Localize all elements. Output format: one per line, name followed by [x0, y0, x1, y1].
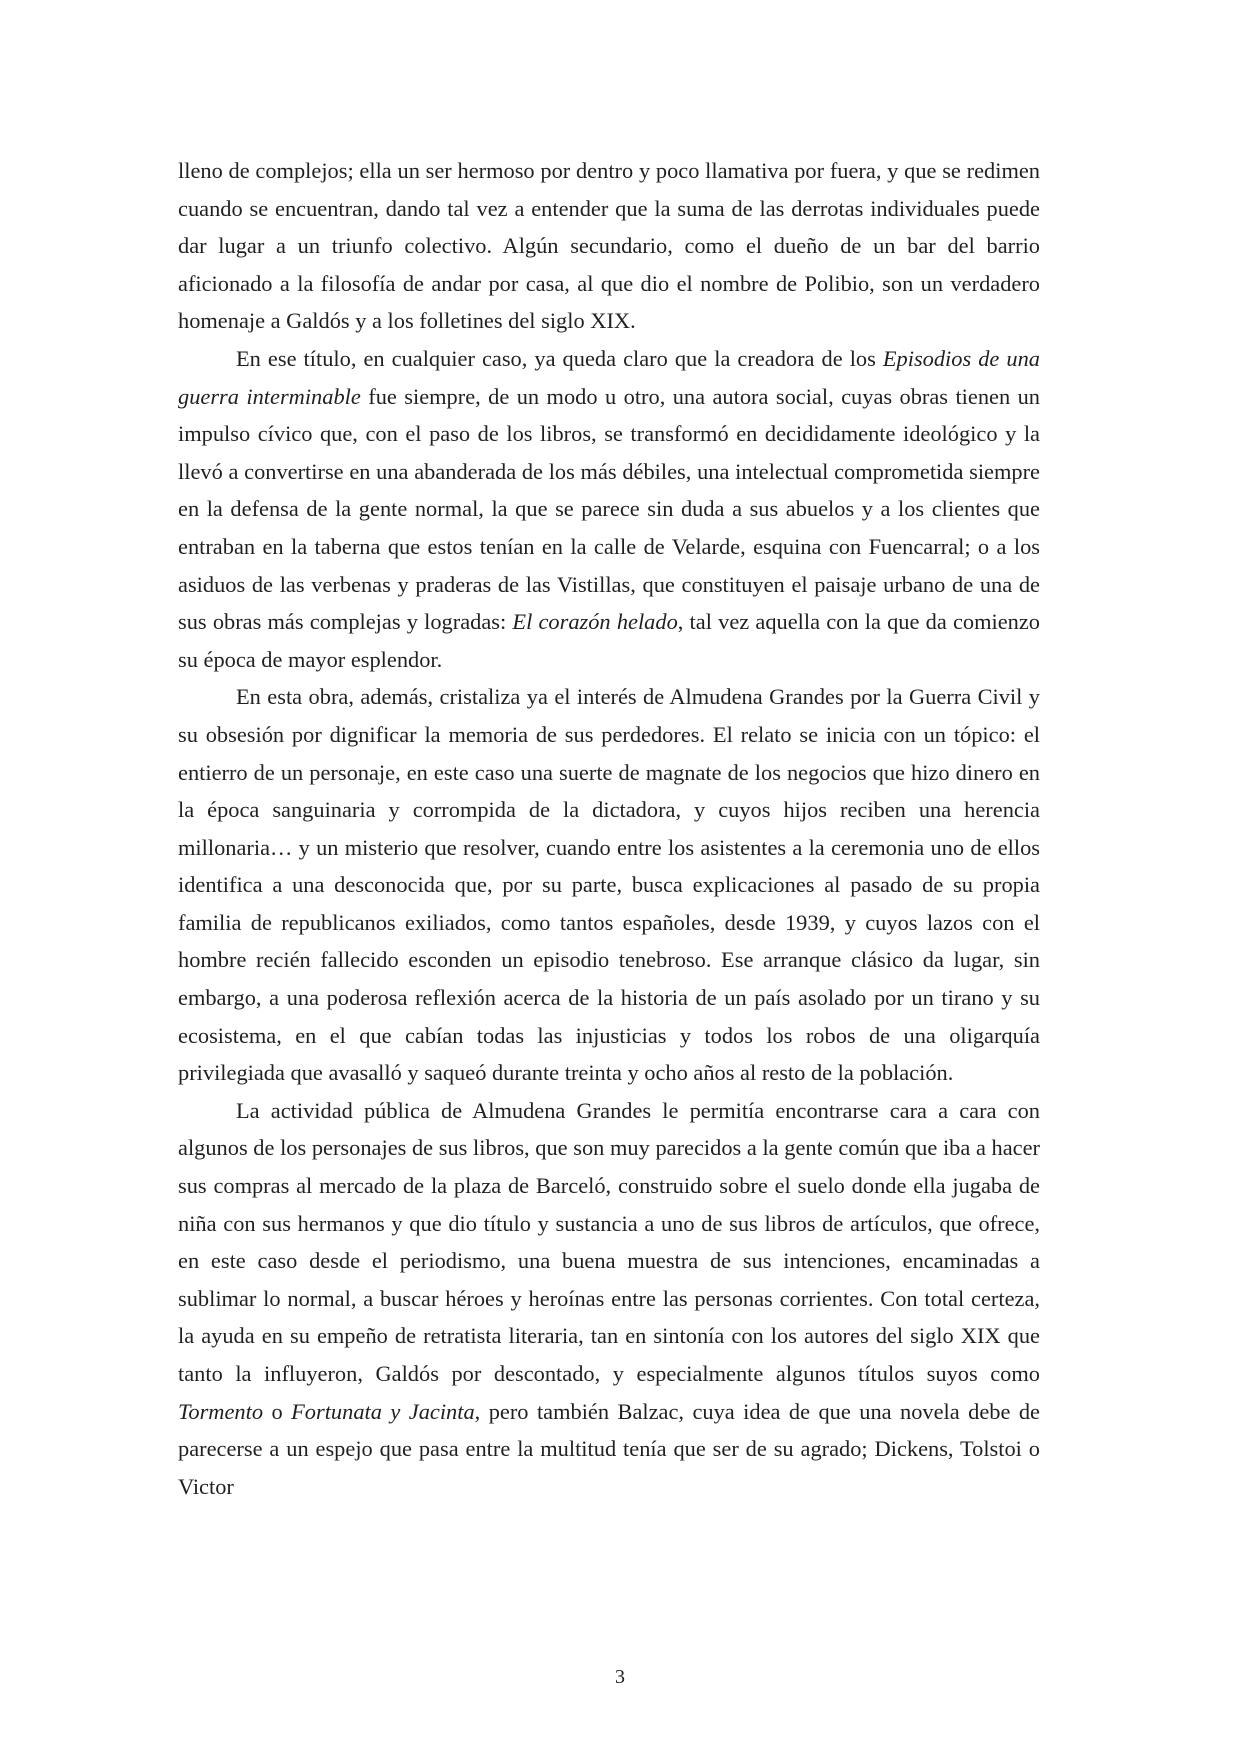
- text: En ese título, en cualquier caso, ya queda claro que la creadora de los: [236, 345, 883, 371]
- text: La actividad pública de Almudena Grandes le permitía encontrarse cara a cara con algunos de los personajes de sus libros, que son muy parecidos a la gente común que iba a hacer sus compras al mercado de la plaza de Barceló, construido sobre el suelo donde ella jugaba de niña con sus hermanos y que dio título y sustancia a uno de sus libros de artículos, que ofrece, en este caso desde el periodismo, una buena muestra de sus intenciones, encaminadas a sublimar lo normal, a buscar héroes y heroínas entre las personas corrientes. Con total certeza, la ayuda en su empeño de retratista literaria, tan en sintonía con los autores del siglo XIX que tanto la influyeron, Galdós por descontado, y especialmente algunos títulos suyos como: [178, 1097, 1040, 1386]
- text: En esta obra, además, cristaliza ya el interés de Almudena Grandes por la Guerra Civil y su obsesión por dignificar la memoria de sus perdedores. El relato se inicia con un tópico: el entierro de un personaje, en este caso una suerte de magnate de los negocios que hizo dinero en la época sanguinaria y corrompida de la dictadora, y cuyos hijos reciben una herencia millonaria… y un misterio que resolver, cuando entre los asistentes a la ceremonia uno de ellos identifica a una desconocida que, por su parte, busca explicaciones al pasado de su propia familia de republicanos exiliados, como tantos españoles, desde 1939, y cuyos lazos con el hombre recién fallecido esconden un episodio tenebroso. Ese arranque clásico da lugar, sin embargo, a una poderosa reflexión acerca de la historia de un país asolado por un tirano y su ecosistema, en el que cabían todas las injusticias y todos los robos de una oligarquía privilegiada que avasalló y saqueó durante treinta y ocho años al resto de la población.: [178, 684, 1040, 1086]
- paragraph-2: [178, 340, 1040, 678]
- text: fue siempre, de un modo u otro, una autora social, cuyas obras tienen un impulso cívico que, con el paso de los libros, se transformó en decididamente ideológico y la llevó a convertirse en una abanderada de los más débiles, una intelectual comprometida siempre en la defensa de la gente normal, la que se parece sin duda a sus abuelos y a los clientes que entraban en la taberna que estos tenían en la calle de Velarde, esquina con Fuencarral; o a los asiduos de las verbenas y praderas de las Vistillas, que constituyen el paisaje urbano de una de sus obras más complejas y logradas:: [178, 383, 1040, 635]
- book-title: Tormento: [178, 1398, 264, 1424]
- text: o: [263, 1398, 292, 1424]
- text: , pero también Balzac, cuya idea de que una novela debe de parecerse a un espejo que pasa entre la multitud tenía que ser de su agrado; Dickens, Tolstoi o Victor: [178, 1398, 1040, 1499]
- book-title: Fortunata y Jacinta: [291, 1398, 475, 1424]
- paragraph-4: [178, 1092, 1040, 1506]
- text: , tal vez aquella con la que da comienzo su época de mayor esplendor.: [178, 609, 1040, 672]
- document-body: [178, 152, 1040, 1505]
- page-number: 3: [615, 1666, 625, 1688]
- book-title: Episodios de una guerra interminable: [178, 345, 1040, 409]
- paragraph-1: [178, 152, 1040, 340]
- text: lleno de complejos; ella un ser hermoso por dentro y poco llamativa por fuera, y que se redimen cuando se encuentran, dando tal vez a entender que la suma de las derrotas individuales puede dar lugar a un triunfo colectivo. Algún secundario, como el dueño de un bar del barrio aficionado a la filosofía de andar por casa, al que dio el nombre de Polibio, son un verdadero homenaje a Galdós y a los folletines del siglo XIX.: [178, 158, 1040, 334]
- book-title: El corazón helado: [512, 609, 678, 635]
- paragraph-3: [178, 678, 1040, 1092]
